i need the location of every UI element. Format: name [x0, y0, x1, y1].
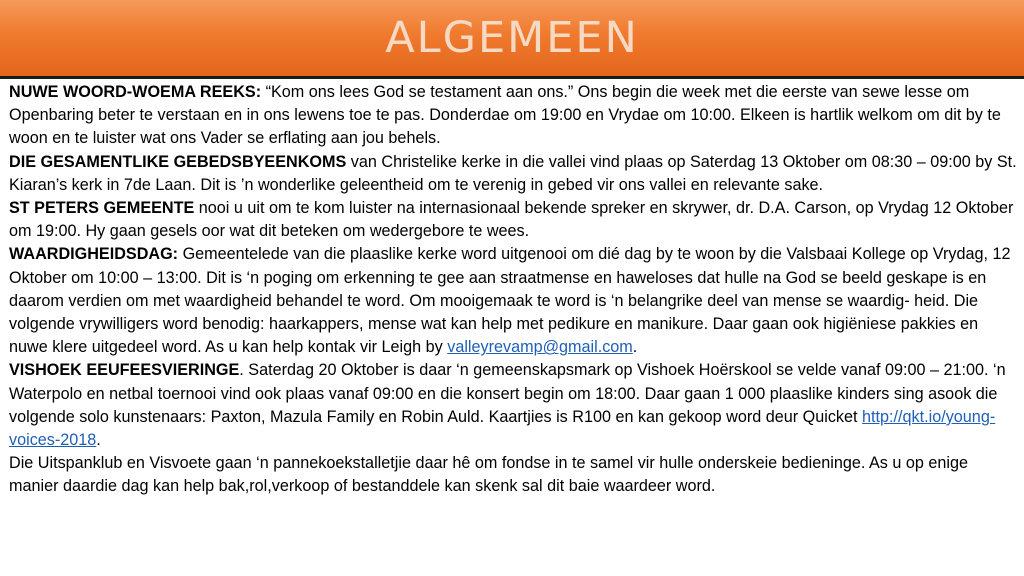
- announcement-heading: DIE GESAMENTLIKE GEBEDSBYEENKOMS: [9, 152, 347, 171]
- quicket-link[interactable]: http://qkt.io/young-voices-2018: [9, 407, 996, 450]
- announcement-heading: ST PETERS GEMEENTE: [9, 199, 195, 218]
- divider: [0, 76, 1024, 79]
- announcement-heading: NUWE WOORD-WOEMA REEKS:: [9, 83, 262, 101]
- announcement-gebedsbyeenkoms: [9, 151, 1017, 197]
- announcement-text: Gemeentelede van die plaaslike kerke word uitgenooi om dié dag by te woon by die Valsbaai Kollege op Vrydag, 12 Oktober om 10:00 – 13:00. Dit is ‘n poging om erkenning te gee aan straatmense en haweloses dat hulle na God se beeld geskape is en daarom verdien om met waardigheid behandel te word. Om mooigemaak te word is ‘n belangrike deel van mense se waardig- heid. Die volgende vrywilligers word benodig: haarkappers, mense wat kan help met pedikure en manikure. Daar gaan ook higiëniese pakkies en nuwe klere uitgedeel word. As u kan help kontak vir Leigh by: [9, 245, 1011, 357]
- announcement-text-end: .: [96, 431, 101, 450]
- announcement-text: Die Uitspanklub en Visvoete gaan ‘n pannekoekstalletjie daar hê om fondse in te samel vir hulle onderskeie bedieninge. As u op enige manier daardie dag kan help bak,rol,verkoop of bestanddele kan skenk sal dit baie waardeer word.: [9, 454, 968, 496]
- announcement-uitspanklub: [9, 452, 1017, 498]
- announcement-text: “Kom ons lees God se testament aan ons.” Ons begin die week met die eerste van sewe lesse om Openbaring beter te verstaan en in ons lewens toe te pas. Donderdae om 19:00 en Vrydae om 10:00. Elkeen is hartlik welkom om dit by te woon en te luister wat ons Vader se erflating aan jou behels.: [9, 83, 1001, 148]
- announcement-waardigheidsdag: [9, 243, 1017, 359]
- announcement-heading: VISHOEK EEUFEESVIERINGE: [9, 361, 240, 380]
- announcement-text: . Saterdag 20 Oktober is daar ‘n gemeenskapsmark op Vishoek Hoërskool se velde vanaf 09:00 – 21:00. ‘n Waterpolo en netbal toernooi vind ook plaas vanaf 09:00 en die konsert begin om 18:00. Daar gaan 1 000 plaaslike kinders sing asook die volgende solo kunstenaars: Paxton, Mazula Family en Robin Auld. Kaartjies is R100 en kan gekoop word deur Quicket: [9, 361, 1006, 426]
- announcement-vishoek: [9, 359, 1017, 452]
- announcement-text: van Christelike kerke in die vallei vind plaas op Saterdag 13 Oktober om 08:30 – 09:00 by St. Kiaran’s kerk in 7de Laan. Dit is ’n wonderlike geleentheid om te verenig in gebed vir ons vallei en relevante sake.: [9, 152, 1017, 194]
- page-title: ALGEMEEN: [385, 13, 639, 63]
- announcement-text-end: .: [632, 338, 638, 357]
- announcement-st-peters: [9, 197, 1017, 243]
- announcement-text: nooi u uit om te kom luister na internasionaal bekende spreker en skrywer, dr. D.A. Carson, op Vrydag 12 Oktober om 19:00. Hy gaan gesels oor wat dit beteken om wedergebore te wees.: [9, 199, 1014, 241]
- title-banner: [0, 0, 1024, 76]
- announcement-heading: WAARDIGHEIDSDAG:: [9, 245, 179, 264]
- announcement-woord-woema: [9, 81, 1017, 151]
- email-link[interactable]: valleyrevamp@gmail.com: [447, 338, 633, 357]
- announcements: [9, 81, 1017, 499]
